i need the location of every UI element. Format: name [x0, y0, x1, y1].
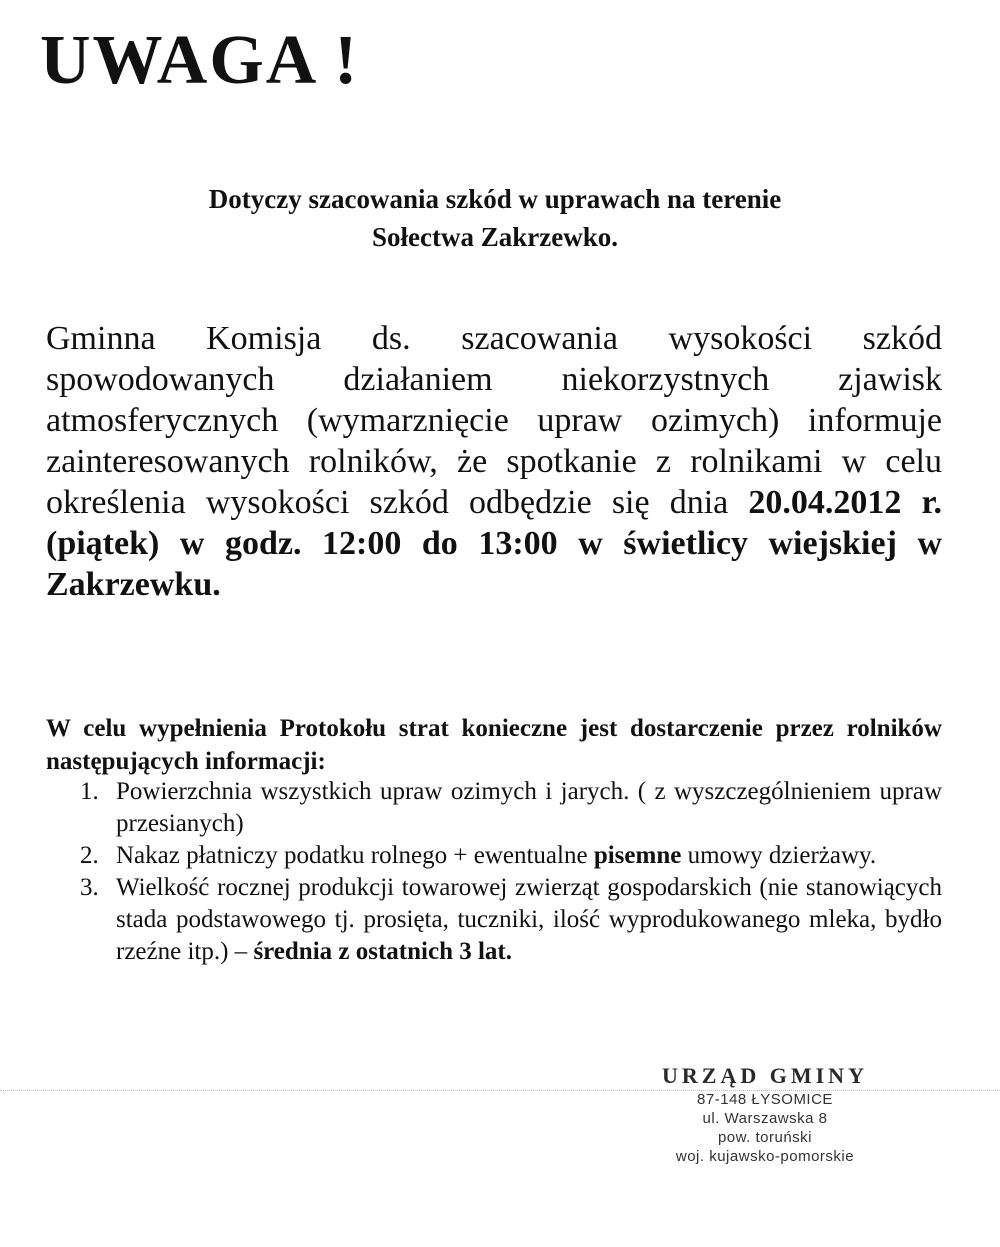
stamp-street: ul. Warszawska 8: [702, 1110, 828, 1127]
list-item-emphasis: pisemne: [593, 842, 682, 869]
list-item-text: Powierzchnia wszystkich upraw ozimych i jarych. ( z wyszczególnieniem upraw przesianych): [116, 778, 942, 837]
list-item: [80, 776, 942, 840]
list-item-number: 2.: [80, 842, 99, 869]
list-item-emphasis: średnia z ostatnich 3 lat.: [253, 938, 513, 965]
stamp-office-name: URZĄD GMINY: [662, 1063, 868, 1088]
list-item-number: 3.: [80, 874, 99, 901]
stamp-postal-code: 87-148 ŁYSOMICE: [697, 1091, 833, 1108]
list-item-text-end: umowy dzierżawy.: [681, 842, 877, 869]
subject-line-2: Sołectwa Zakrzewko.: [372, 222, 618, 252]
announcement-text: Gminna Komisja ds. szacowania wysokości szkód spowodowanych działaniem niekorzystnych zjawisk atmosferycznych (wymarznięcie upraw ozimych) informuje zainteresowanych rolników, że spotkanie z rolnikami w celu określenia wysokości szkód odbędzie się dnia: [46, 320, 942, 521]
list-item: [80, 872, 942, 968]
meeting-date-time-place: 20.04.2012 r. (piątek) w godz. 12:00 do 13:00 w świetlicy wiejskiej w Zakrzewku.: [46, 484, 942, 603]
list-item-number: 1.: [80, 778, 99, 805]
notice-title: UWAGA !: [40, 22, 360, 99]
subject-line-1: Dotyczy szacowania szkód w uprawach na terenie: [208, 184, 782, 214]
stamp-province: woj. kujawsko-pomorskie: [675, 1148, 855, 1165]
requirements-list: [80, 776, 942, 968]
stamp-county: pow. toruński: [717, 1129, 813, 1146]
notice-subject: [0, 180, 990, 256]
list-item: [80, 840, 942, 872]
requirements-lead: W celu wypełnienia Protokołu strat konieczne jest dostarczenie przez rolników następujących informacji:: [46, 715, 942, 775]
office-stamp: [630, 1062, 900, 1166]
announcement-paragraph: [46, 318, 942, 605]
list-item-text: Wielkość rocznej produkcji towarowej zwierząt gospodarskich (nie stanowiących stada podstawowego tj. prosięta, tuczniki, ilość wyprodukowanego mleka, bydło rzeźne itp.) –: [116, 874, 942, 965]
list-item-text: Nakaz płatniczy podatku rolnego + ewentualne: [116, 842, 594, 869]
